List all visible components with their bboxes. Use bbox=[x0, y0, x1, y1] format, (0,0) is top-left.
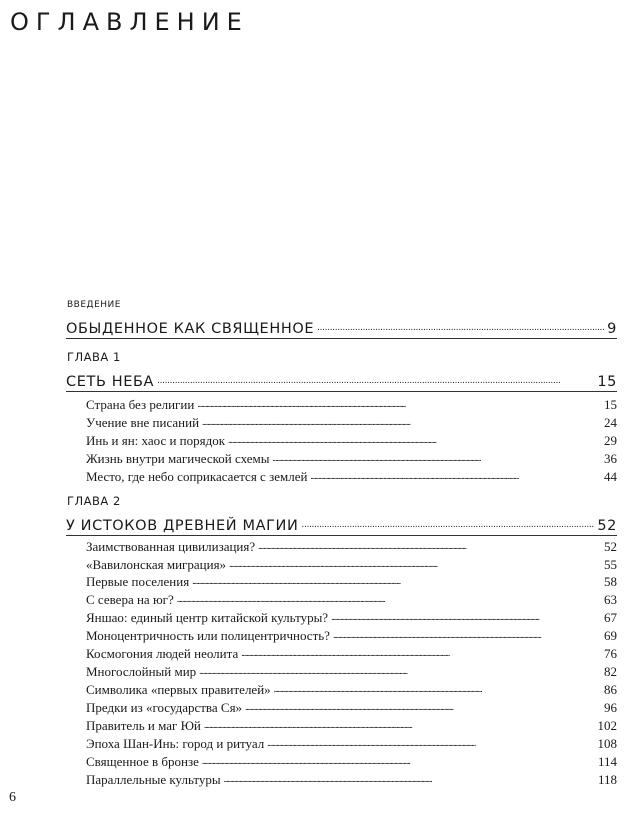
toc-entry-page: 15 bbox=[604, 397, 617, 412]
toc-entry[interactable] bbox=[86, 609, 617, 626]
toc-entry-page: 58 bbox=[604, 574, 617, 589]
toc-entry[interactable] bbox=[86, 556, 617, 573]
intro-label: введение bbox=[67, 296, 121, 311]
toc-entry-title: ОБЫДЕННОЕ КАК СВЯЩЕННОЕ bbox=[66, 320, 315, 337]
toc-entry-page: 86 bbox=[604, 682, 617, 697]
dot-leader bbox=[274, 681, 601, 694]
page-title: ОГЛАВЛЕНИЕ bbox=[10, 8, 249, 36]
dot-leader bbox=[202, 753, 595, 766]
toc-entry-page: 67 bbox=[604, 610, 617, 625]
toc-entry-title: Параллельные культуры bbox=[86, 772, 221, 787]
toc-entry[interactable] bbox=[86, 699, 617, 716]
toc-entry-page: 102 bbox=[597, 718, 617, 733]
chapter1-label: ГЛАВА 1 bbox=[67, 350, 121, 364]
toc-entry-title: Первые поселения bbox=[86, 574, 190, 589]
dot-leader bbox=[273, 450, 602, 463]
toc-entry-intro[interactable] bbox=[66, 318, 617, 337]
toc-entry-title: СЕТЬ НЕБА bbox=[66, 373, 155, 390]
toc-entry-title: Символика «первых правителей» bbox=[86, 682, 271, 697]
toc-entry-title: Заимствованная цивилизация? bbox=[86, 539, 256, 554]
dot-leader bbox=[331, 609, 601, 622]
toc-entry-page: 108 bbox=[597, 736, 617, 751]
section-rule bbox=[66, 338, 617, 339]
dot-leader bbox=[192, 573, 601, 586]
toc-chapter1-main[interactable] bbox=[66, 371, 617, 390]
section-rule bbox=[66, 391, 617, 392]
toc-entry[interactable] bbox=[86, 396, 617, 413]
toc-entry-page: 96 bbox=[604, 700, 617, 715]
toc-entry-title: Жизнь внутри магической схемы bbox=[86, 451, 270, 466]
toc-entry[interactable] bbox=[86, 627, 617, 644]
toc-entry[interactable] bbox=[86, 681, 617, 698]
toc-entry-page: 82 bbox=[604, 664, 617, 679]
toc-entry-title: «Вавилонская миграция» bbox=[86, 557, 227, 572]
toc-entry[interactable] bbox=[86, 663, 617, 680]
toc-entry-title: Священное в бронзе bbox=[86, 754, 199, 769]
dot-leader bbox=[301, 515, 594, 530]
toc-entry[interactable] bbox=[86, 468, 617, 485]
dot-leader bbox=[229, 556, 601, 569]
page-number: 6 bbox=[9, 790, 16, 805]
toc-entry[interactable] bbox=[86, 432, 617, 449]
toc-entry-page: 69 bbox=[604, 628, 617, 643]
toc-entry-page: 9 bbox=[607, 320, 617, 337]
toc-entry-title: Учение вне писаний bbox=[86, 415, 200, 430]
toc-entry-title: Страна без религии bbox=[86, 397, 195, 412]
toc-entry-page: 15 bbox=[597, 373, 617, 390]
dot-leader bbox=[333, 627, 601, 640]
toc-entry-page: 118 bbox=[597, 772, 617, 787]
dot-leader bbox=[177, 591, 601, 604]
toc-entry[interactable] bbox=[86, 735, 617, 752]
toc-entry[interactable] bbox=[86, 753, 617, 770]
section-rule bbox=[66, 535, 617, 536]
dot-leader bbox=[258, 538, 601, 551]
dot-leader bbox=[241, 645, 601, 658]
toc-entry-page: 52 bbox=[604, 539, 617, 554]
toc-entry-page: 29 bbox=[604, 433, 617, 448]
dot-leader bbox=[228, 432, 601, 445]
toc-entry[interactable] bbox=[86, 717, 617, 734]
toc-entry-title: С севера на юг? bbox=[86, 592, 174, 607]
toc-entry-page: 114 bbox=[597, 754, 617, 769]
dot-leader bbox=[224, 771, 595, 784]
dot-leader bbox=[199, 663, 601, 676]
toc-entry-title: Моноцентричность или полицентричность? bbox=[86, 628, 330, 643]
toc-entry-title: Предки из «государства Ся» bbox=[86, 700, 243, 715]
dot-leader bbox=[202, 414, 601, 427]
dot-leader bbox=[317, 318, 604, 333]
toc-entry-page: 44 bbox=[604, 469, 617, 484]
toc-entry[interactable] bbox=[86, 645, 617, 662]
toc-entry-page: 36 bbox=[604, 451, 617, 466]
toc-entry[interactable] bbox=[86, 591, 617, 608]
dot-leader bbox=[157, 371, 594, 386]
toc-entry[interactable] bbox=[86, 450, 617, 467]
toc-entry[interactable] bbox=[86, 414, 617, 431]
toc-entry-page: 55 bbox=[604, 557, 617, 572]
toc-chapter2-main[interactable] bbox=[66, 515, 617, 534]
toc-entry-page: 24 bbox=[604, 415, 617, 430]
toc-entry-title: Эпоха Шан-Инь: город и ритуал bbox=[86, 736, 265, 751]
toc-entry-page: 76 bbox=[604, 646, 617, 661]
toc-entry[interactable] bbox=[86, 771, 617, 788]
dot-leader bbox=[267, 735, 594, 748]
dot-leader bbox=[197, 396, 601, 409]
toc-entry-title: Место, где небо соприкасается с землей bbox=[86, 469, 308, 484]
dot-leader bbox=[204, 717, 595, 730]
toc-entry[interactable] bbox=[86, 538, 617, 555]
toc-entry-page: 52 bbox=[597, 517, 617, 534]
toc-entry-page: 63 bbox=[604, 592, 617, 607]
dot-leader bbox=[245, 699, 601, 712]
toc-entry-title: Многослойный мир bbox=[86, 664, 197, 679]
dot-leader bbox=[310, 468, 601, 481]
toc-entry-title: У ИСТОКОВ ДРЕВНЕЙ МАГИИ bbox=[66, 517, 299, 534]
chapter2-label: ГЛАВА 2 bbox=[67, 494, 121, 508]
toc-entry-title: Космогония людей неолита bbox=[86, 646, 239, 661]
toc-entry-title: Яншао: единый центр китайской культуры? bbox=[86, 610, 329, 625]
toc-entry-title: Правитель и маг Юй bbox=[86, 718, 201, 733]
toc-entry[interactable] bbox=[86, 573, 617, 590]
toc-entry-title: Инь и ян: хаос и порядок bbox=[86, 433, 226, 448]
